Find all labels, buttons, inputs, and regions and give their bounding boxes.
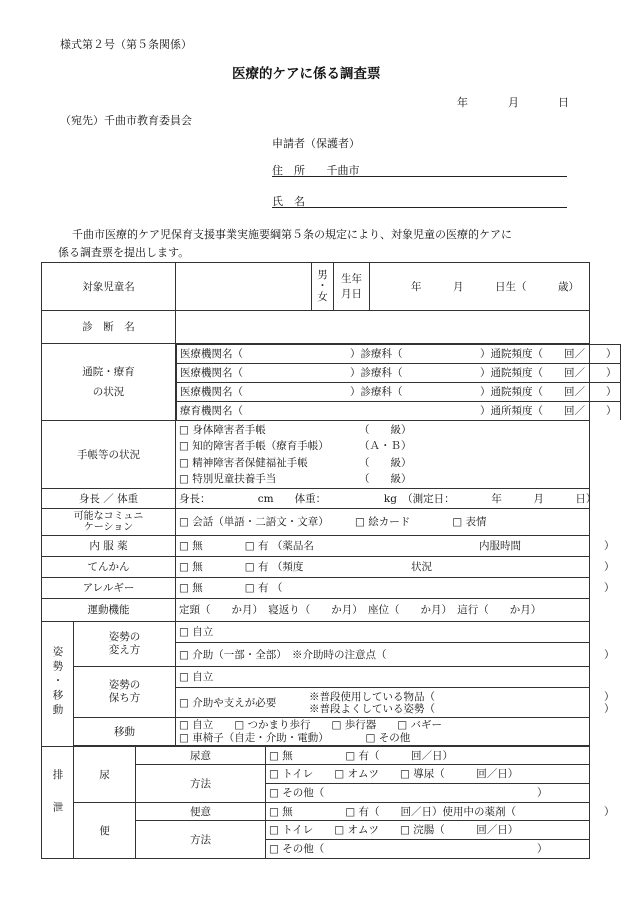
child-name-row	[42, 263, 590, 311]
communication-value[interactable]: □ 会話（単語・二語文・文章） □ 絵カード □ 表情	[176, 509, 590, 536]
urine-intent-label: 尿意	[136, 747, 266, 765]
posture-group-text: 姿勢・移動	[51, 646, 64, 719]
sex-dot: ・	[317, 280, 328, 292]
sex-cell[interactable]	[312, 263, 334, 311]
intro-line-1: 千曲市医療的ケア児保育支援事業実施要綱第５条の規定により、対象児童の医療的ケアに	[72, 228, 512, 241]
allergy-options: □ 無 □ 有 （	[179, 582, 283, 594]
hospital-line[interactable]	[177, 345, 621, 364]
height-weight-label: 身長 ／ 体重	[42, 489, 176, 509]
intro-line-2: 係る調査票を提出します。	[58, 246, 190, 259]
epilepsy-row	[42, 557, 590, 578]
movement-line-1: □ 自立 □ つかまり歩行 □ 歩行器 □ バギー	[179, 719, 443, 731]
page-title: 医療的ケアに係る調査票	[232, 66, 381, 82]
hospital-name-label: 医療機関名（	[180, 348, 244, 360]
posture-keep-note-2: ※普段よくしている姿勢（	[309, 702, 436, 715]
communication-row	[42, 509, 590, 536]
visit-frequency-label: ）通院頻度（ 回／ ）	[480, 367, 617, 379]
epilepsy-label: てんかん	[42, 557, 176, 578]
diagnosis-input[interactable]	[176, 311, 590, 344]
close-paren: ）	[604, 702, 615, 715]
allergy-row	[42, 578, 590, 599]
stool-label: 便	[74, 803, 136, 859]
allergy-label: アレルギー	[42, 578, 176, 599]
epilepsy-options: □ 無 □ 有 （頻度	[179, 561, 304, 573]
epilepsy-value[interactable]	[176, 557, 615, 578]
posture-keep-label-2: 保ち方	[108, 692, 141, 704]
urine-method-other[interactable]	[266, 784, 590, 803]
hospital-row	[42, 344, 590, 421]
posture-keep-label-1: 姿勢の	[108, 679, 141, 691]
stool-intent-text: □ 無 □ 有（ 回／日）使用中の薬剤（	[269, 805, 517, 818]
urine-label: 尿	[74, 747, 136, 803]
movement-line-2: □ 車椅子（自走・介助・電動） □ その他	[179, 731, 411, 744]
handbook-name: □ 特別児童扶養手当	[179, 473, 277, 485]
therapy-frequency-label: ）通所頻度（ 回／ ）	[480, 405, 617, 417]
excretion-group-label	[42, 747, 74, 859]
care-survey-table	[41, 262, 617, 859]
close-paren: ）	[537, 787, 548, 799]
handbook-item[interactable]	[179, 422, 586, 439]
birth-label-1: 生年	[341, 272, 363, 285]
excretion-group-text: 排泄	[51, 768, 64, 834]
name-label: 氏 名	[272, 195, 305, 208]
close-paren: ）	[604, 648, 615, 661]
handbook-item[interactable]	[179, 471, 586, 488]
urine-intent-value[interactable]: □ 無 □ 有（ 回／日）	[266, 747, 590, 765]
movement-label: 移動	[74, 718, 176, 746]
posture-change-label	[74, 622, 176, 667]
epilepsy-status: 状況	[411, 561, 433, 573]
stool-method-other[interactable]	[266, 840, 590, 859]
hospital-lines	[176, 344, 621, 420]
close-paren: ）	[604, 582, 615, 594]
stool-method-other-text: □ その他（	[269, 843, 325, 855]
stool-method-options[interactable]: □ トイレ □ オムツ □ 浣腸（ 回／日）	[266, 821, 590, 840]
diagnosis-label: 診 断 名	[42, 311, 176, 344]
handbook-label: 手帳等の状況	[42, 421, 176, 489]
posture-change-independent[interactable]: □ 自立	[176, 622, 590, 643]
communication-label-2: ケーション	[83, 522, 134, 533]
posture-keep-note-1: ※普段使用している物品（	[309, 690, 436, 703]
urine-method-other-text: □ その他（	[269, 787, 325, 799]
therapy-name-label: 療育機関名（	[180, 405, 244, 417]
address-value: 千曲市	[326, 164, 360, 177]
birth-value[interactable]: 年 月 日生（ 歳）	[370, 263, 590, 311]
motor-label: 運動機能	[42, 599, 176, 622]
name-field[interactable]	[272, 193, 567, 208]
sex-female[interactable]: 女	[317, 291, 328, 303]
handbook-grade: （ 級）	[359, 456, 412, 469]
stool-intent-label: 便意	[136, 803, 266, 821]
date-month[interactable]: 月	[508, 96, 519, 109]
visit-frequency-label: ）通院頻度（ 回／ ）	[480, 386, 617, 398]
movement-value[interactable]	[176, 718, 590, 746]
posture-keep-row-1	[42, 667, 590, 688]
close-paren: ）	[604, 561, 615, 573]
allergy-value[interactable]	[176, 578, 615, 599]
posture-keep-label	[74, 667, 176, 718]
handbook-item[interactable]	[179, 455, 586, 472]
handbook-name: □ 身体障害者手帳	[179, 423, 266, 436]
child-name-input[interactable]	[176, 263, 312, 311]
urine-intent-row	[42, 747, 590, 765]
hospital-label	[42, 344, 176, 421]
handbook-name: □ 精神障害者保健福祉手帳	[179, 456, 308, 469]
communication-label	[42, 509, 176, 536]
date-day[interactable]: 日	[558, 96, 569, 109]
urine-method-label: 方法	[136, 765, 266, 803]
date-year[interactable]: 年	[457, 96, 468, 109]
sex-male[interactable]: 男	[317, 269, 328, 281]
posture-change-assist-text: □ 介助（一部・全部） ※介助時の注意点（	[179, 648, 387, 661]
hospital-label-1: 通院・療育	[82, 366, 135, 378]
department-label: ）診療科（	[350, 367, 403, 379]
height-weight-row	[42, 489, 590, 509]
close-paren: ）	[604, 690, 615, 703]
hospital-name-label: 医療機関名（	[180, 367, 244, 379]
posture-keep-assist[interactable]	[176, 688, 615, 718]
posture-change-label-2: 変え方	[108, 644, 141, 656]
visit-frequency-label: ）通院頻度（ 回／ ）	[480, 348, 617, 360]
posture-change-assist[interactable]	[176, 643, 615, 667]
medication-time: 内服時間	[479, 540, 522, 552]
medication-row	[42, 536, 590, 557]
child-name-label: 対象児童名	[42, 263, 176, 311]
therapy-line[interactable]	[177, 402, 621, 421]
close-paren: ）	[604, 805, 615, 818]
handbook-grade: （Ａ・Ｂ）	[359, 440, 412, 452]
diagnosis-row	[42, 311, 590, 344]
addressee: （宛先）千曲市教育委員会	[60, 114, 192, 127]
stool-method-label: 方法	[136, 821, 266, 859]
department-label: ）診療科（	[350, 386, 403, 398]
handbook-grade: （ 級）	[359, 473, 412, 485]
department-label: ）診療科（	[350, 348, 403, 360]
birth-label	[334, 263, 370, 311]
hospital-label-2: の状況	[92, 386, 125, 398]
posture-keep-independent[interactable]: □ 自立	[176, 667, 590, 688]
form-number: 様式第２号（第５条関係）	[60, 38, 192, 51]
address-field[interactable]	[272, 162, 567, 177]
hospital-line[interactable]	[177, 364, 621, 383]
close-paren: ）	[537, 843, 548, 855]
close-paren: ）	[604, 540, 615, 552]
applicant-label: 申請者（保護者）	[272, 137, 360, 150]
motor-value[interactable]: 定頸（ か月） 寝返り（ か月） 座位（ か月） 這行（ か月）	[176, 599, 590, 622]
handbook-row	[42, 421, 590, 489]
urine-method-options[interactable]: □ トイレ □ オムツ □ 導尿（ 回／日）	[266, 765, 590, 784]
birth-label-2: 月日	[341, 287, 363, 300]
communication-label-1: 可能なコミュニ	[73, 511, 144, 522]
posture-keep-assist-text: □ 介助や支えが必要	[179, 696, 277, 709]
hospital-name-label: 医療機関名（	[180, 386, 244, 398]
hospital-line[interactable]	[177, 383, 621, 402]
posture-group-label	[42, 622, 74, 747]
medication-value[interactable]	[176, 536, 615, 557]
medication-label: 内 服 薬	[42, 536, 176, 557]
handbook-item[interactable]	[179, 438, 586, 455]
handbook-grade: （ 級）	[359, 423, 412, 436]
stool-intent-value[interactable]	[266, 803, 615, 821]
motor-row	[42, 599, 590, 622]
posture-change-row-1	[42, 622, 590, 643]
medication-options: □ 無 □ 有 （薬品名	[179, 540, 314, 552]
address-label: 住 所	[272, 164, 305, 177]
stool-intent-row	[42, 803, 590, 821]
handbook-name: □ 知的障害者手帳（療育手帳）	[179, 440, 329, 452]
movement-row	[42, 718, 590, 746]
height-weight-value[interactable]: 身長： cm 体重： kg （測定日： 年 月 日）	[176, 489, 590, 509]
posture-change-label-1: 姿勢の	[108, 631, 141, 643]
